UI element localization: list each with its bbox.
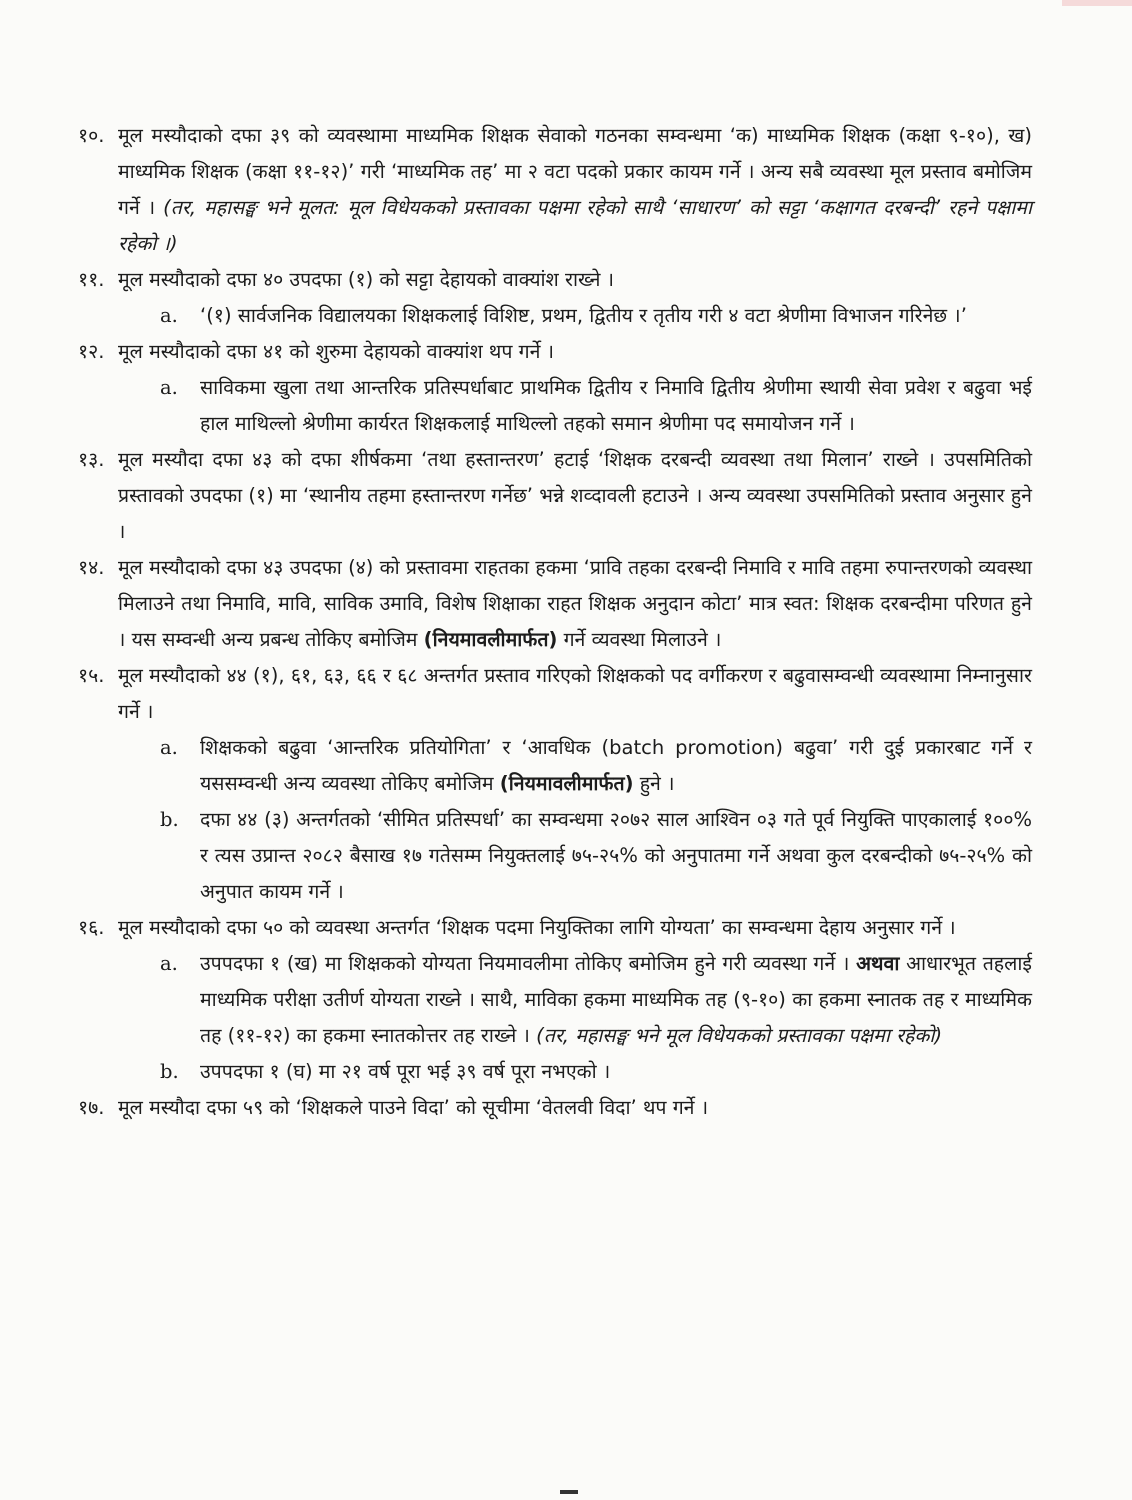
sub-item (78, 730, 1032, 802)
item-text: मूल मस्यौदाको दफा ४० उपदफा (१) को सट्टा देहायको वाक्यांश राख्ने । (118, 268, 614, 291)
list-item-14 (78, 550, 1032, 658)
list-item-17 (78, 1090, 1032, 1126)
sub-letter: b. (160, 1060, 179, 1083)
sub-note: (तर, महासङ्घ भने मूल विधेयकको प्रस्तावका पक्षमा रहेको) (536, 1024, 943, 1047)
list-item-10 (78, 118, 1032, 262)
sub-text: साविकमा खुला तथा आन्तरिक प्रतिस्पर्धाबाट प्राथमिक द्वितीय र निमावि द्वितीय श्रेणीमा स्थायी सेवा प्रवेश र बढुवा भई हाल माथिल्लो श्रेणीमा कार्यरत शिक्षकलाई माथिल्लो तहको समान श्रेणीमा पद समायोजन गर्ने । (200, 376, 1032, 435)
list-item-15 (78, 658, 1032, 730)
item-number: ११. (78, 268, 105, 291)
sub-text: दफा ४४ (३) अन्तर्गतको ‘सीमित प्रतिस्पर्धा’ का सम्वन्धमा २०७२ साल आश्विन ०३ गते पूर्व नियुक्ति पाएकालाई १००% र त्यस उप्रान्त २०८२ बैसाख १७ गतेसम्म नियुक्तलाई ७५-२५% को अनुपातमा गर्ने अथवा कुल दरबन्दीको ७५-२५% को अनुपात कायम गर्ने । (200, 808, 1032, 903)
item-number: १२. (78, 340, 105, 363)
item-number: १०. (78, 124, 105, 147)
bold-text: (नियमावलीमार्फत) (423, 628, 558, 651)
item-text: मूल मस्यौदा दफा ४३ को दफा शीर्षकमा ‘तथा हस्तान्तरण’ हटाई ‘शिक्षक दरबन्दी व्यवस्था तथा मिलान’ राख्ने । उपसमितिको प्रस्तावको उपदफा (१) मा ‘स्थानीय तहमा हस्तान्तरण गर्नेछ’ भन्ने शव्दावली हटाउने । अन्य व्यवस्था उपसमितिको प्रस्ताव अनुसार हुने । (118, 448, 1032, 543)
item-text: मूल मस्यौदाको दफा ५० को व्यवस्था अन्तर्गत ‘शिक्षक पदमा नियुक्तिका लागि योग्यता’ का सम्वन्धमा देहाय अनुसार गर्ने । (118, 916, 956, 939)
item-number: १३. (78, 448, 105, 471)
item-number: १६. (78, 916, 105, 939)
item-number: १७. (78, 1096, 105, 1119)
list-item-16 (78, 910, 1032, 946)
sub-letter: a. (160, 304, 178, 327)
sub-text: ‘(१) सार्वजनिक विद्यालयका शिक्षकलाई विशिष्ट, प्रथम, द्वितीय र तृतीय गरी ४ वटा श्रेणीमा विभाजन गरिनेछ ।’ (200, 304, 967, 327)
list-item-11 (78, 262, 1032, 298)
list-item-13 (78, 442, 1032, 550)
sub-item (78, 946, 1032, 1054)
item-text: मूल मस्यौदा दफा ५९ को ‘शिक्षकले पाउने विदा’ को सूचीमा ‘वेतलवी विदा’ थप गर्ने । (118, 1096, 709, 1119)
sub-item (78, 802, 1032, 910)
sub-tail: हुने । (633, 772, 675, 795)
page-marker (560, 1490, 578, 1494)
list-item-12 (78, 334, 1032, 370)
item-number: १५. (78, 664, 105, 687)
sub-letter: a. (160, 952, 178, 975)
bold-text: अथवा (856, 952, 900, 975)
item-text: मूल मस्यौदाको दफा ३९ को व्यवस्थामा माध्यमिक शिक्षक सेवाको गठनका सम्वन्धमा ‘क) माध्यमिक शिक्षक (कक्षा ९-१०), ख) माध्यमिक शिक्षक (कक्षा ११-१२)’ गरी ‘माध्यमिक तह’ मा २ वटा पदको प्रकार कायम गर्ने । अन्य सबै व्यवस्था मूल प्रस्ताव बमोजिम गर्ने । (118, 124, 1032, 219)
sub-text: उपपदफा १ (ख) मा शिक्षकको योग्यता नियमावलीमा तोकिए बमोजिम हुने गरी व्यवस्था गर्ने । (200, 952, 850, 975)
item-text: मूल मस्यौदाको ४४ (१), ६१, ६३, ६६ र ६८ अन्तर्गत प्रस्ताव गरिएको शिक्षकको पद वर्गीकरण र बढुवासम्वन्धी व्यवस्थामा निम्नानुसार गर्ने । (118, 664, 1032, 723)
item-tail: गर्ने व्यवस्था मिलाउने । (557, 628, 722, 651)
sub-tail: आधारभूत तहलाई माध्यमिक परीक्षा उतीर्ण योग्यता राख्ने । साथै, माविका हकमा माध्यमिक तह (९-१०) का हकमा स्नातक तह र माध्यमिक तह (११-१२) का हकमा स्नातकोत्तर तह राख्ने । (200, 952, 1033, 1047)
bold-text: (नियमावलीमार्फत) (499, 772, 634, 795)
sub-letter: a. (160, 736, 178, 759)
sub-item (78, 1054, 1032, 1090)
sub-letter: a. (160, 376, 178, 399)
item-text: मूल मस्यौदाको दफा ४३ उपदफा (४) को प्रस्तावमा राहतका हकमा ‘प्रावि तहका दरबन्दी निमावि र मावि तहमा रुपान्तरणको व्यवस्था मिलाउने तथा निमावि, मावि, साविक उमावि, विशेष शिक्षाका राहत शिक्षक अनुदान कोटा’ मात्र स्वत: शिक्षक दरबन्दीमा परिणत हुने । यस सम्वन्धी अन्य प्रबन्ध तोकिए बमोजिम (118, 556, 1032, 651)
item-number: १४. (78, 556, 105, 579)
sub-text: शिक्षकको बढुवा ‘आन्तरिक प्रतियोगिता’ र ‘आवधिक (batch promotion) बढुवा’ गरी दुई प्रकारबाट गर्ने र यससम्वन्धी अन्य व्यवस्था तोकिए बमोजिम (200, 736, 1032, 795)
item-note: (तर, महासङ्घ भने मूलत: मूल विधेयकको प्रस्तावका पक्षमा रहेको साथै ‘साधारण’ को सट्टा ‘कक्षागत दरबन्दी’ रहने पक्षामा रहेको ।) (118, 196, 1032, 255)
item-text: मूल मस्यौदाको दफा ४१ को शुरुमा देहायको वाक्यांश थप गर्ने । (118, 340, 555, 363)
sub-text: उपपदफा १ (घ) मा २१ वर्ष पूरा भई ३९ वर्ष पूरा नभएको । (200, 1060, 611, 1083)
sub-item (78, 298, 1032, 334)
margin-mark (1062, 0, 1132, 6)
sub-letter: b. (160, 808, 179, 831)
sub-item (78, 370, 1032, 442)
